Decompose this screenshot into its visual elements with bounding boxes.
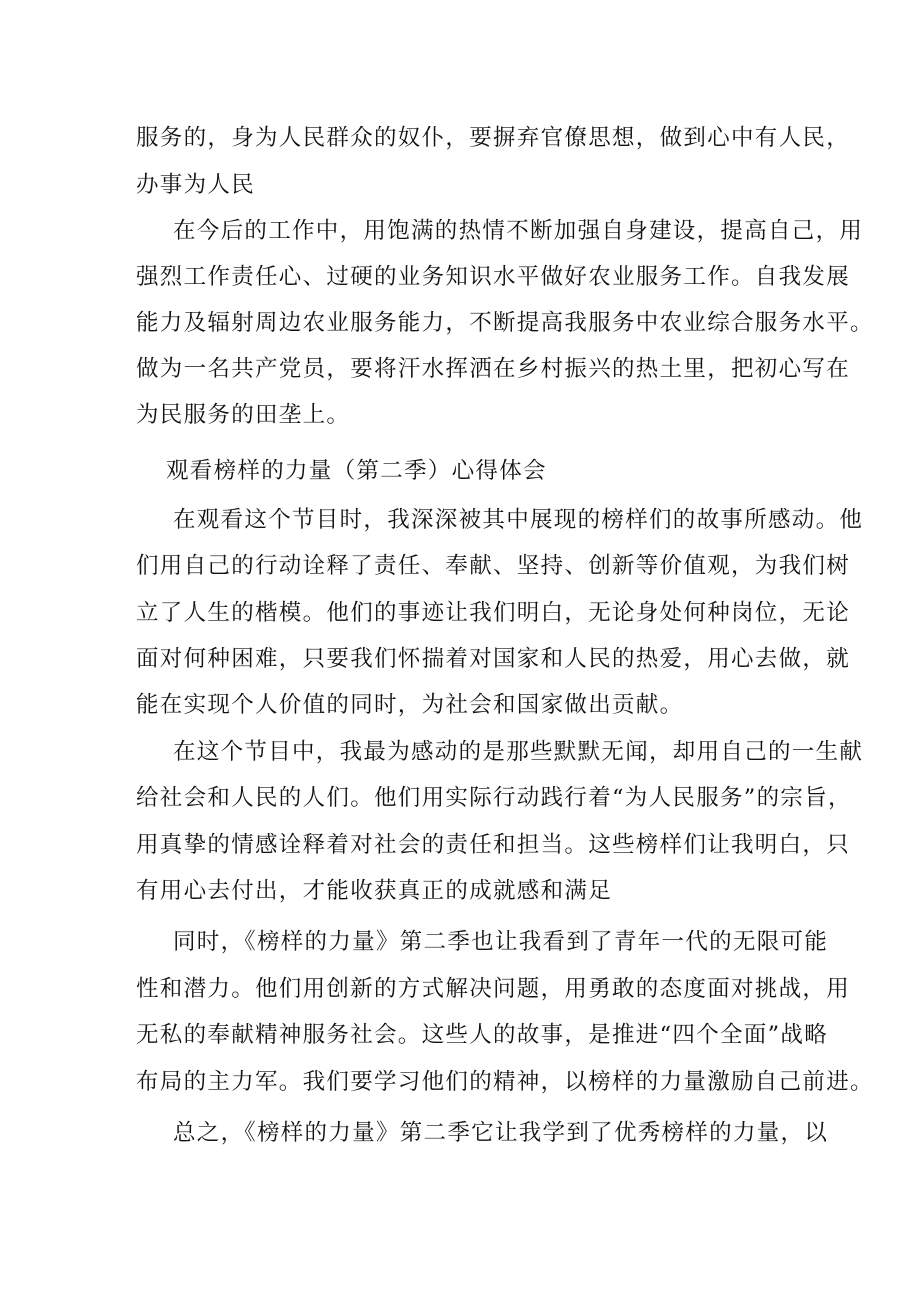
text-line: 能力及辐射周边农业服务能力，不断提高我服务中农业综合服务水平。 [136, 310, 874, 336]
text-line: 有用心去付出，才能收获真正的成就感和满足 [136, 878, 613, 904]
section-heading: 观看榜样的力量（第二季）心得体会 [166, 458, 547, 484]
text-line: 们用自己的行动诠释了责任、奉献、坚持、创新等价值观，为我们树 [136, 553, 851, 579]
text-line: 办事为人民 [136, 172, 256, 198]
text-line: 用真挚的情感诠释着对社会的责任和担当。这些榜样们让我明白，只 [136, 832, 851, 858]
text-line: 做为一名共产党员，要将汗水挥洒在乡村振兴的热土里，把初心写在 [136, 356, 851, 382]
paragraph-first-line: 同时，《榜样的力量》第二季也让我看到了青年一代的无限可能 [173, 929, 829, 955]
text-line: 能在实现个人价值的同时，为社会和国家做出贡献。 [136, 692, 684, 718]
paragraph-first-line: 在观看这个节目时，我深深被其中展现的榜样们的故事所感动。他 [173, 507, 864, 533]
paragraph-first-line: 在这个节目中，我最为感动的是那些默默无闻，却用自己的一生献 [173, 739, 864, 765]
text-line: 无私的奉献精神服务社会。这些人的故事，是推进“四个全面”战略 [136, 1022, 829, 1048]
text-line: 性和潜力。他们用创新的方式解决问题，用勇敢的态度面对挑战，用 [136, 976, 851, 1002]
text-line: 强烈工作责任心、过硬的业务知识水平做好农业服务工作。自我发展 [136, 264, 851, 290]
text-line: 立了人生的楷模。他们的事迹让我们明白，无论身处何种岗位，无论 [136, 600, 851, 626]
text-line: 面对何种困难，只要我们怀揣着对国家和人民的热爱，用心去做，就 [136, 646, 851, 672]
paragraph-first-line: 总之，《榜样的力量》第二季它让我学到了优秀榜样的力量，以 [173, 1120, 829, 1146]
text-line: 服务的，身为人民群众的奴仆，要摒弃官僚思想，做到心中有人民， [136, 125, 851, 151]
paragraph-first-line: 在今后的工作中，用饱满的热情不断加强自身建设，提高自己，用 [173, 218, 864, 244]
text-line: 给社会和人民的人们。他们用实际行动践行着“为人民服务”的宗旨， [136, 785, 852, 811]
text-line: 为民服务的田垄上。 [136, 402, 351, 428]
text-line: 布局的主力军。我们要学习他们的精神，以榜样的力量激励自己前进。 [136, 1069, 874, 1095]
